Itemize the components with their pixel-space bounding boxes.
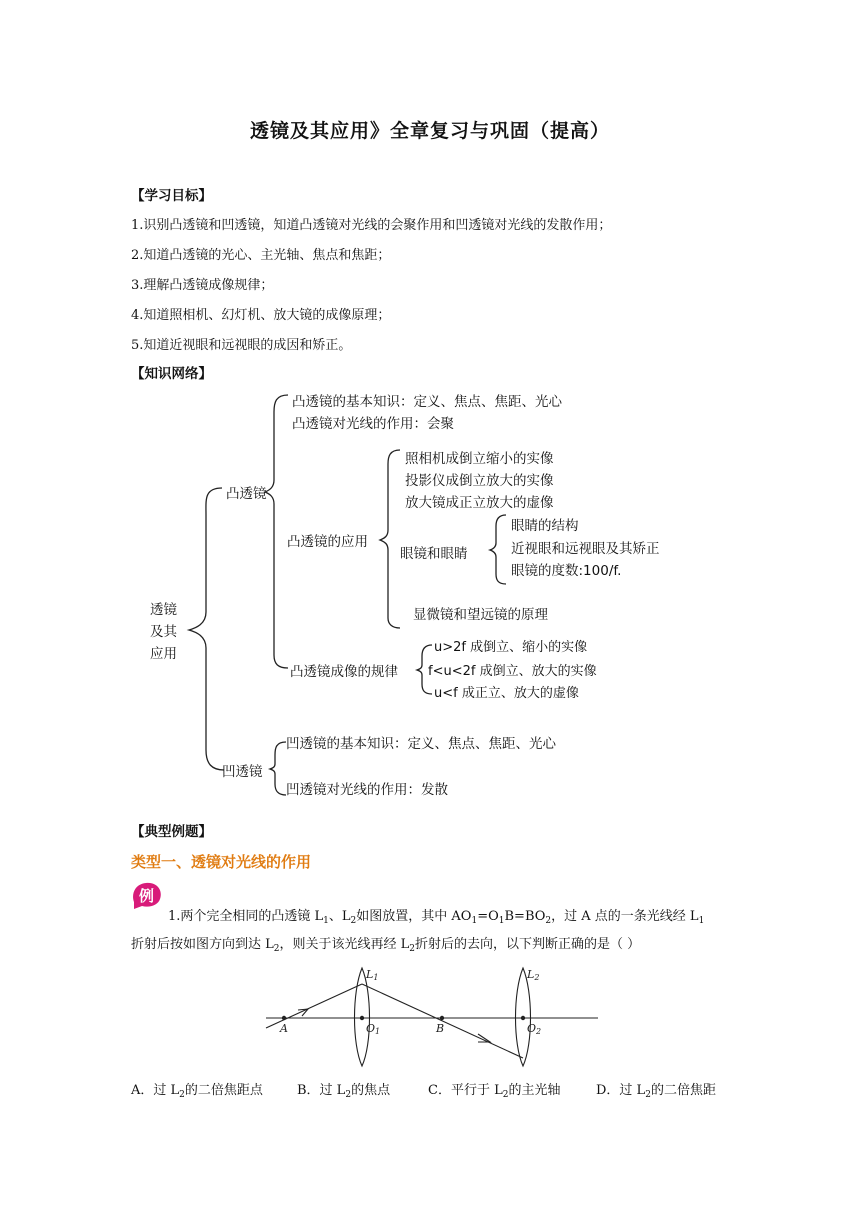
example-badge-icon [130,880,164,910]
eye-item: 眼镜的度数:100/f. [511,563,622,579]
examples-heading: 【典型例题】 [131,824,212,840]
goals-heading: 【学习目标】 [131,188,212,204]
eye-item: 眼睛的结构 [511,518,579,534]
label-l2: L2 [527,968,540,982]
convex-node: 凸透镜 [226,486,267,502]
point-b [440,1016,444,1020]
option-b[interactable]: B．过 $L_2$的焦点 [297,1083,391,1100]
application-item: 投影仪成倒立放大的实像 [405,473,554,489]
rule-item: u<f 成正立、放大的虚像 [434,686,579,701]
rule-item: f<u<2f 成倒立、放大的实像 [428,664,597,679]
label-a: A [280,1022,288,1035]
application-item: 照相机成倒立缩小的实像 [405,451,554,467]
label-o1: O1 [366,1022,381,1036]
question-line-1: 1.两个完全相同的凸透镜 $L_1$、$L_2$如图放置，其中 $AO_1=O_1B=BO_2$，过 A 点的一条光线经 $L_1$ [168,909,705,926]
goal-item: 2.知道凸透镜的光心、主光轴、焦点和焦距； [131,248,391,263]
option-d[interactable]: D．过 $L_2$的二倍焦距 [596,1083,716,1100]
type-title: 类型一、透镜对光线的作用 [131,853,312,871]
point-o2 [521,1016,525,1020]
convex-basic: 凸透镜的基本知识：定义、焦点、焦距、光心 [292,394,562,410]
concave-effect: 凹透镜对光线的作用：发散 [286,782,448,798]
refracted-ray [362,984,523,1058]
concave-node: 凹透镜 [222,764,263,780]
root-node-line: 应用 [150,646,177,662]
label-b: B [436,1022,445,1035]
application-item: 放大镜成正立放大的虚像 [405,495,554,511]
microscope-item: 显微镜和望远镜的原理 [413,607,548,623]
label-l1: L1 [366,968,379,982]
option-a[interactable]: A．过 $L_2$的二倍焦距点 [131,1083,263,1100]
point-o1 [360,1016,364,1020]
page-title: 透镜及其应用》全章复习与巩固（提高） [249,120,610,142]
concave-basic: 凹透镜的基本知识：定义、焦点、焦距、光心 [286,736,556,752]
option-c[interactable]: C．平行于 $L_2$的主光轴 [428,1083,561,1100]
point-a [282,1016,286,1020]
root-node-line: 及其 [150,624,177,640]
eye-item: 近视眼和远视眼及其矫正 [511,541,660,557]
eyes-node: 眼镜和眼睛 [400,546,468,562]
label-o2: O2 [527,1022,542,1036]
rule-item: u>2f 成倒立、缩小的实像 [434,640,588,655]
root-node-line: 透镜 [150,602,177,618]
question-line-2: 折射后按如图方向到达 $L_2$，则关于该光线再经 $L_2$折射后的去向，以下判断正确的是（ ） [131,937,641,954]
rule-node: 凸透镜成像的规律 [290,664,398,680]
application-node: 凸透镜的应用 [287,534,368,550]
goal-item: 4.知道照相机、幻灯机、放大镜的成像原理； [131,308,391,323]
goal-item: 1.识别凸透镜和凹透镜，知道凸透镜对光线的会聚作用和凹透镜对光线的发散作用； [131,218,612,233]
network-heading: 【知识网络】 [131,366,212,382]
lens-figure [262,962,602,1068]
convex-effect: 凸透镜对光线的作用：会聚 [292,416,454,432]
badge-label: 例 [139,887,155,905]
goal-item: 5.知道近视眼和远视眼的成因和矫正。 [131,338,352,353]
goal-item: 3.理解凸透镜成像规律； [131,278,274,293]
